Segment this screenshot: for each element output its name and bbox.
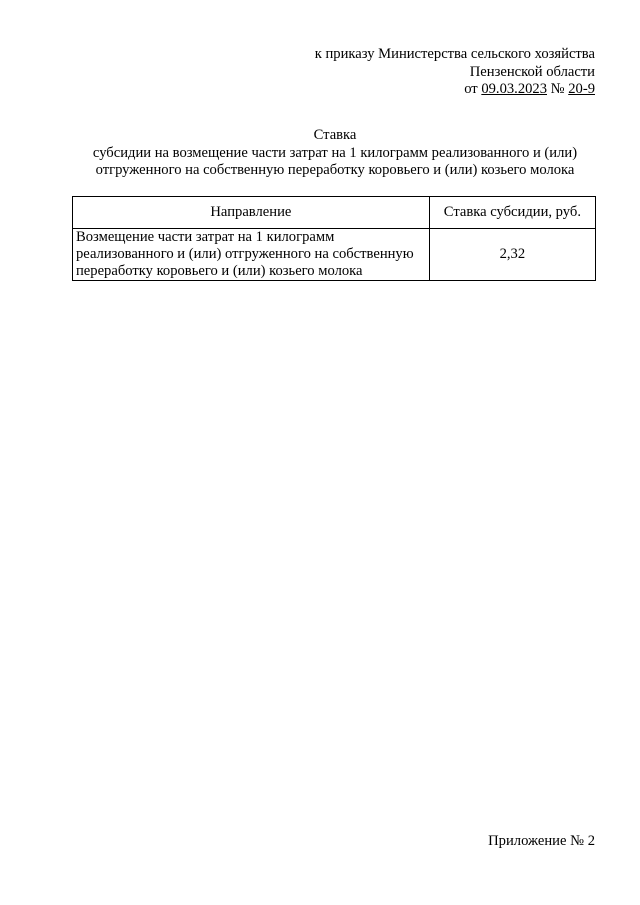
order-date: 09.03.2023 [481, 81, 547, 97]
subsidy-rate-table [72, 196, 596, 281]
order-reference-line-3 [175, 81, 595, 99]
order-reference [175, 46, 595, 99]
order-date-prefix: от [464, 81, 482, 97]
document-title [40, 127, 630, 180]
order-reference-line-1: к приказу Министерства сельского хозяйства [314, 46, 595, 62]
direction-cell: Возмещение части затрат на 1 килограмм реализованного и (или) отгруженного на собственную переработку коровьего и (или) козьего молока [73, 229, 430, 281]
document-title-line-1: Ставка [313, 127, 357, 143]
column-header-rate: Ставка субсидии, руб. [429, 197, 595, 229]
table-row [73, 229, 596, 281]
order-reference-line-2: Пензенской области [469, 63, 595, 80]
order-number: 20-9 [568, 81, 595, 97]
rate-cell: 2,32 [429, 229, 595, 281]
table-header-row [73, 197, 596, 229]
appendix-label: Приложение № 2 [488, 833, 595, 849]
document-title-line-2: субсидии на возмещение части затрат на 1 килограмм реализованного и (или) [92, 144, 578, 161]
order-number-sign: № [547, 81, 569, 97]
document-title-line-3: отгруженного на собственную переработку коровьего и (или) козьего молока [95, 162, 575, 178]
column-header-direction: Направление [73, 197, 430, 229]
